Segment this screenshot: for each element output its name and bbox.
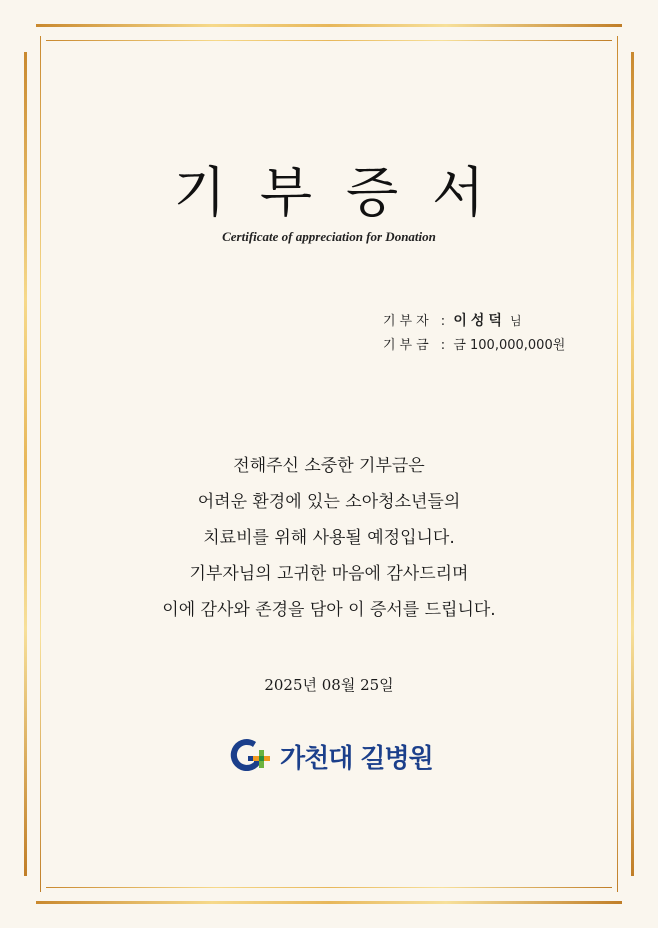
issue-date: 2025년 08월 25일 xyxy=(264,676,394,694)
frame-top-outer xyxy=(36,24,622,27)
body-line: 기부자님의 고귀한 마음에 감사드리며 xyxy=(189,564,469,584)
certificate-body xyxy=(0,448,658,628)
body-line: 어려운 환경에 있는 소아청소년들의 xyxy=(197,492,461,512)
organization-logo xyxy=(226,736,433,776)
donor-info xyxy=(383,309,565,358)
body-line: 전해주신 소중한 기부금은 xyxy=(233,456,425,476)
frame-top-inner xyxy=(46,40,612,41)
amount-value: 금 100,000,000원 xyxy=(453,338,566,353)
certificate-subtitle: Certificate of appreciation for Donation xyxy=(222,229,436,244)
donor-row xyxy=(383,309,565,334)
organization-name: 가천대 길병원 xyxy=(280,743,433,774)
frame-bottom-outer xyxy=(36,901,622,904)
body-line: 치료비를 위해 사용될 예정입니다. xyxy=(203,528,455,548)
amount-label: 기부금 : xyxy=(383,338,450,353)
gachon-logo-icon xyxy=(226,736,276,776)
frame-bottom-inner xyxy=(46,887,612,888)
certificate-title: 기부증서 xyxy=(173,161,519,224)
donor-name: 이성덕 xyxy=(453,313,506,329)
amount-row xyxy=(383,334,565,358)
body-line: 이에 감사와 존경을 담아 이 증서를 드립니다. xyxy=(162,600,496,620)
donor-suffix: 님 xyxy=(510,314,522,328)
donor-label: 기부자 : xyxy=(383,314,450,329)
